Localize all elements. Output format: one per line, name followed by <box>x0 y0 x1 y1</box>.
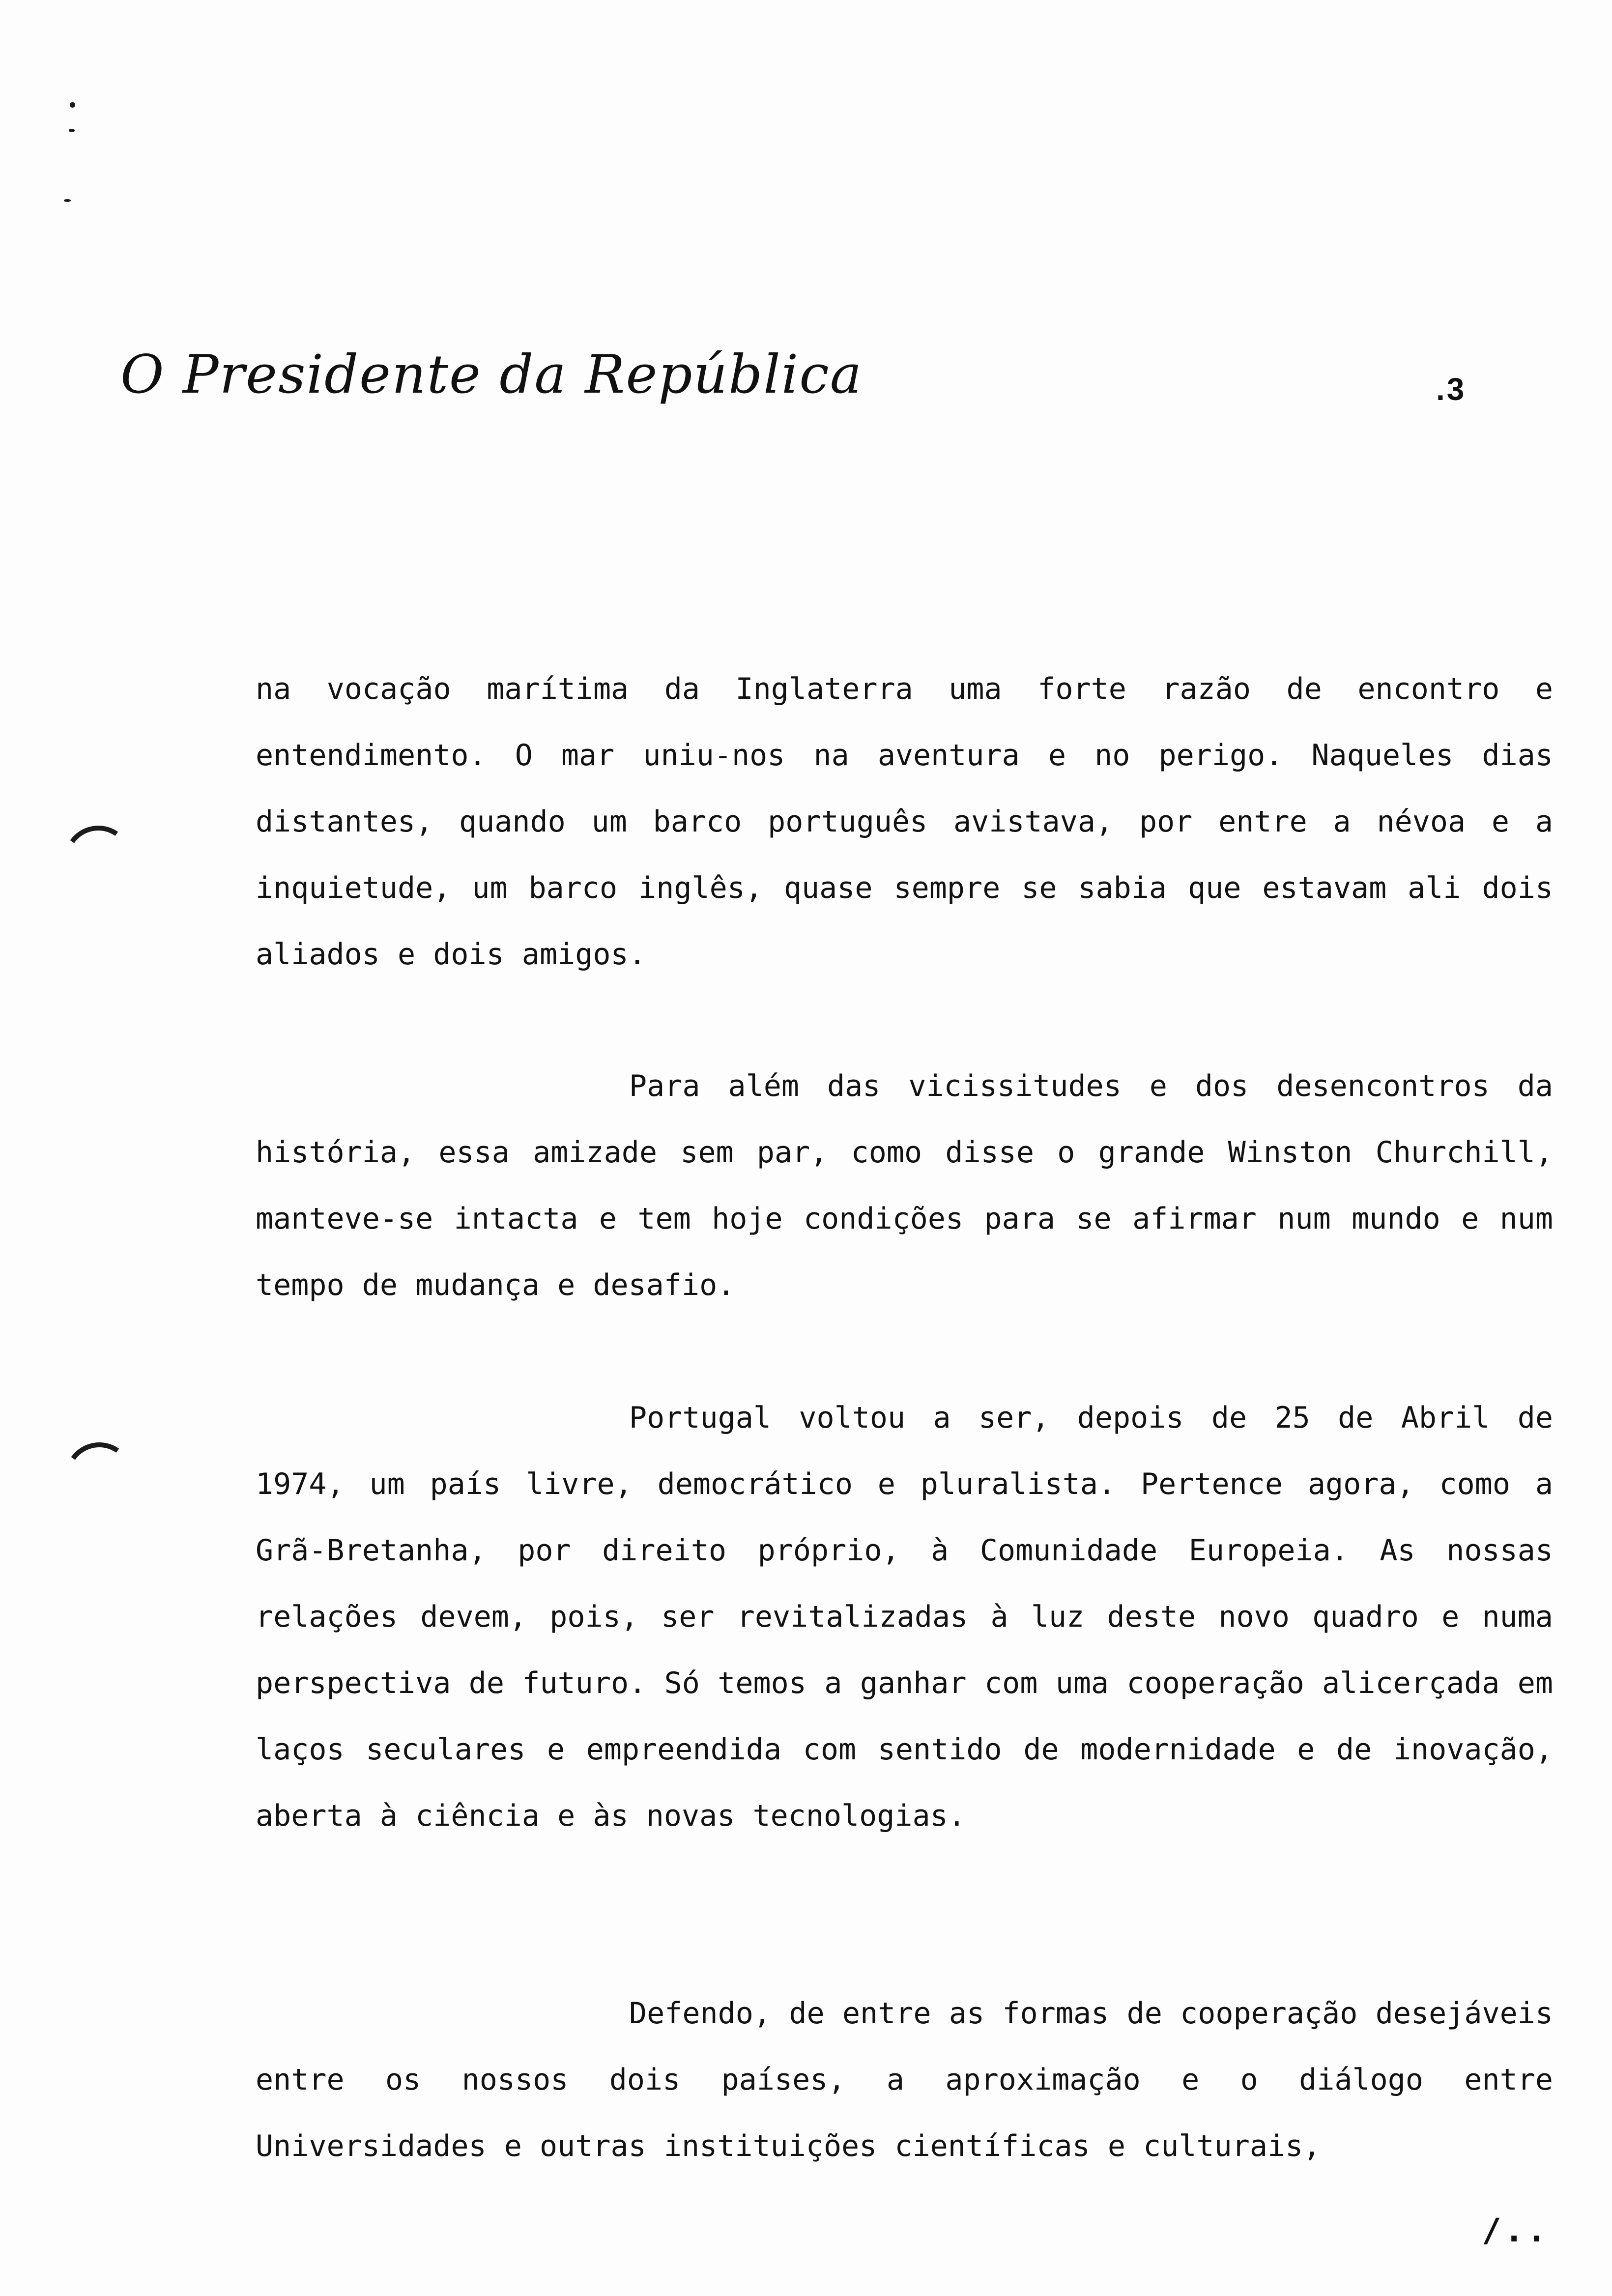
scan-speck <box>70 102 75 108</box>
scan-speck <box>64 199 71 202</box>
page-number: .3 <box>1436 372 1467 407</box>
punch-hole-mark <box>58 820 138 900</box>
paragraph: Defendo, de entre as formas de cooperação desejáveis entre os nossos dois países, a aproximação e o diálogo entre Universidades e outras instituições científicas e culturais, <box>256 1996 1553 2163</box>
paragraph: Portugal voltou a ser, depois de 25 de Abril de 1974, um país livre, democrático e pluralista. Pertence agora, como a Grã-Bretanha, por direito próprio, à Comunidade Europeia. As nossas relações devem, pois, ser revitalizadas à luz deste novo quadro e numa perspectiva de futuro. Só temos a ganhar com uma cooperação alicerçada em laços seculares e empreendida com sentido de modernidade e de inovação, aberta à ciência e às novas tecnologias. <box>256 1401 1553 1833</box>
paragraph: na vocação marítima da Inglaterra uma forte razão de encontro e entendimento. O mar uniu-nos na aventura e no perigo. Naqueles dias distantes, quando um barco português avistava, por entre a névoa e a inquietude, um barco inglês, quase sempre se sabia que estavam ali dois aliados e dois amigos. <box>256 672 1553 972</box>
scan-speck <box>69 129 75 132</box>
punch-hole-mark <box>59 1437 139 1517</box>
continuation-mark: /.. <box>1482 2211 1550 2249</box>
letterhead: O Presidente da República <box>120 344 863 405</box>
paragraph: Para além das vicissitudes e dos desencontros da história, essa amizade sem par, como disse o grande Winston Churchill, manteve-se intacta e tem hoje condições para se afirmar num mundo e num tempo de mudança e desafio. <box>256 1069 1553 1302</box>
